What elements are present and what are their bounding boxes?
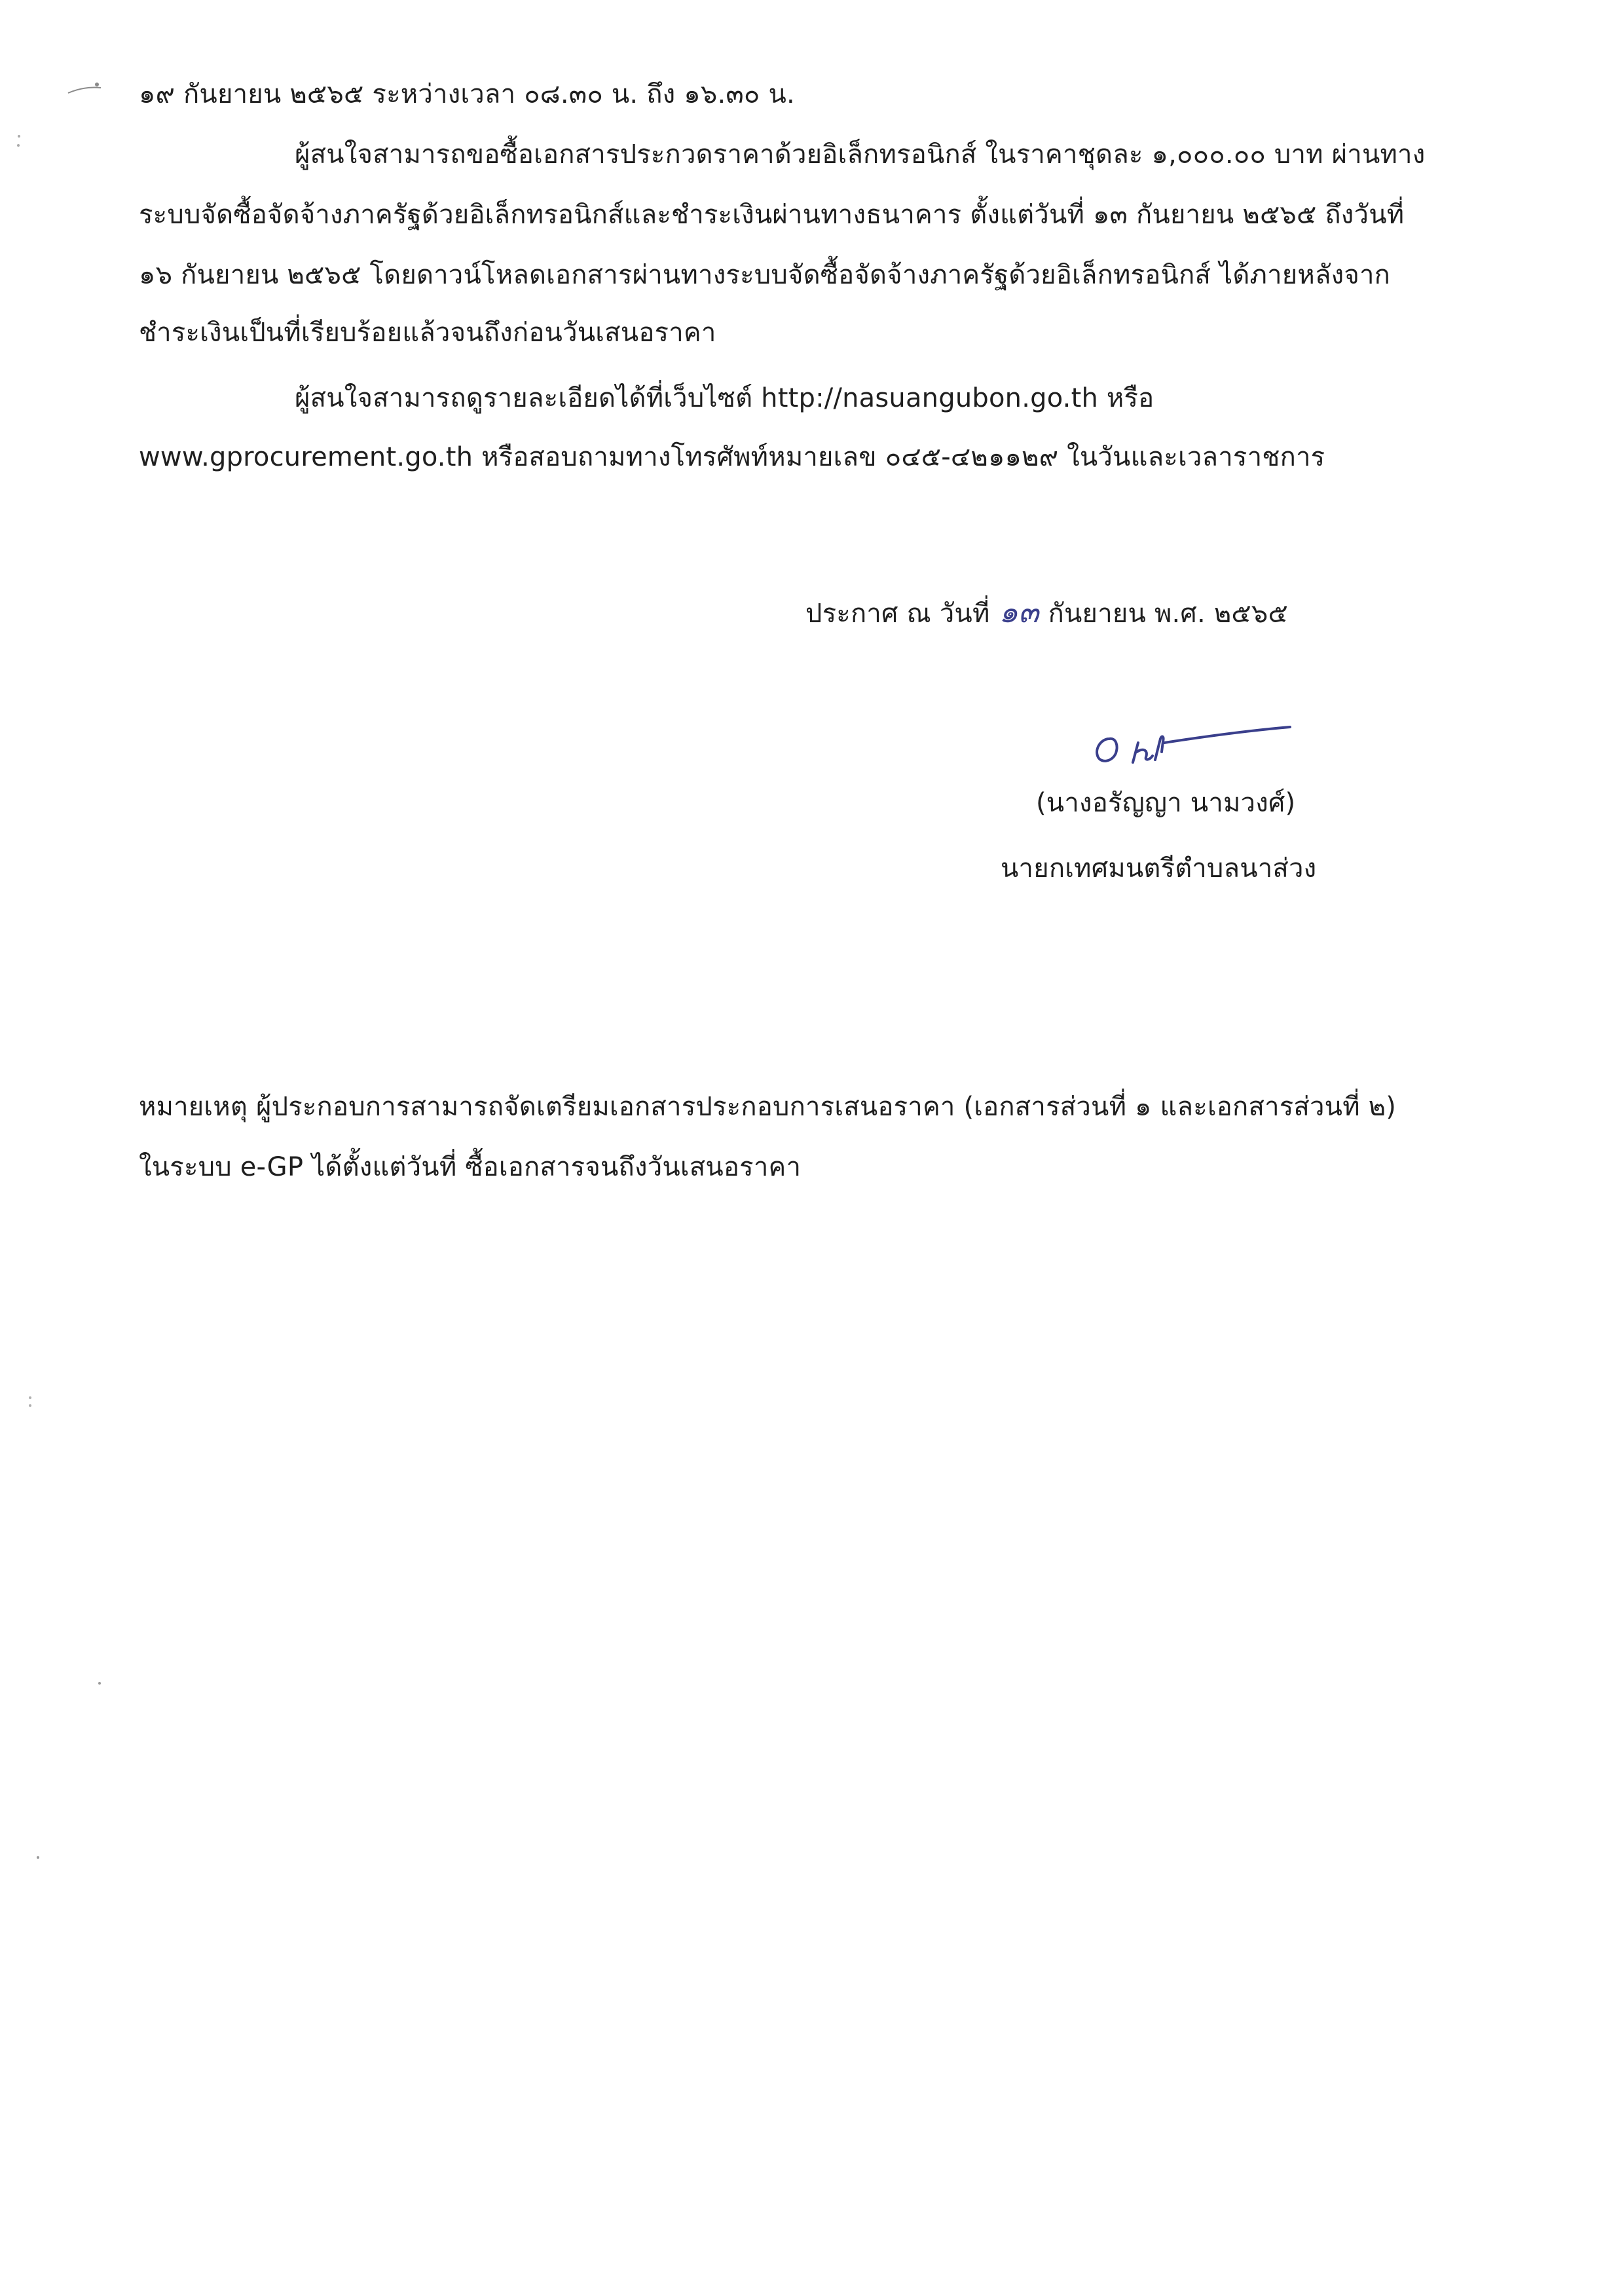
announcement-suffix: กันยายน พ.ศ. ๒๕๖๕ xyxy=(1048,599,1288,629)
scan-speck xyxy=(65,79,105,98)
paragraph-2-line-2: www.gprocurement.go.th หรือสอบถามทางโทรศัพท์หมายเลข ๐๔๕-๔๒๑๑๒๙ ในวันและเวลาราชการ xyxy=(139,442,1325,472)
signatory-name: (นางอรัญญา นามวงศ์) xyxy=(1036,788,1296,818)
scan-speck xyxy=(14,131,24,157)
signature-image xyxy=(1087,719,1297,772)
paragraph-1-line-4: ชำระเงินเป็นที่เรียบร้อยแล้วจนถึงก่อนวันเสนอราคา xyxy=(139,318,716,348)
paragraph-1-line-1: ผู้สนใจสามารถขอซื้อเอกสารประกวดราคาด้วยอิเล็กทรอนิกส์ ในราคาชุดละ ๑,๐๐๐.๐๐ บาท ผ่านทาง xyxy=(295,140,1426,170)
note-line-1: หมายเหตุ ผู้ประกอบการสามารถจัดเตรียมเอกสารประกอบการเสนอราคา (เอกสารส่วนที่ ๑ และเอกสารส่วนที่ ๒) xyxy=(139,1092,1397,1122)
note-line-2: ในระบบ e-GP ได้ตั้งแต่วันที่ ซื้อเอกสารจนถึงวันเสนอราคา xyxy=(139,1152,802,1182)
announcement-date xyxy=(805,592,1288,633)
paragraph-1-line-3: ๑๖ กันยายน ๒๕๖๕ โดยดาวน์โหลดเอกสารผ่านทางระบบจัดซื้อจัดจ้างภาครัฐด้วยอิเล็กทรอนิกส์ ได้ภายหลังจาก xyxy=(139,260,1391,290)
signatory-title: นายกเทศมนตรีตำบลนาส่วง xyxy=(1001,853,1317,884)
paragraph-2-line-1: ผู้สนใจสามารถดูรายละเอียดได้ที่เว็บไซต์ http://nasuangubon.go.th หรือ xyxy=(295,383,1154,413)
paragraph-1-line-2: ระบบจัดซื้อจัดจ้างภาครัฐด้วยอิเล็กทรอนิกส์และชำระเงินผ่านทางธนาคาร ตั้งแต่วันที่ ๑๓ กันยายน ๒๕๖๕ ถึงวันที่ xyxy=(139,200,1405,230)
scan-speck xyxy=(97,1681,102,1686)
handwritten-day: ๑๓ xyxy=(999,594,1039,629)
announcement-prefix: ประกาศ ณ วันที่ xyxy=(805,599,990,629)
body-line-1: ๑๙ กันยายน ๒๕๖๕ ระหว่างเวลา ๐๘.๓๐ น. ถึง ๑๖.๓๐ น. xyxy=(139,79,795,109)
scan-speck xyxy=(35,1855,41,1860)
scan-speck xyxy=(26,1394,34,1413)
